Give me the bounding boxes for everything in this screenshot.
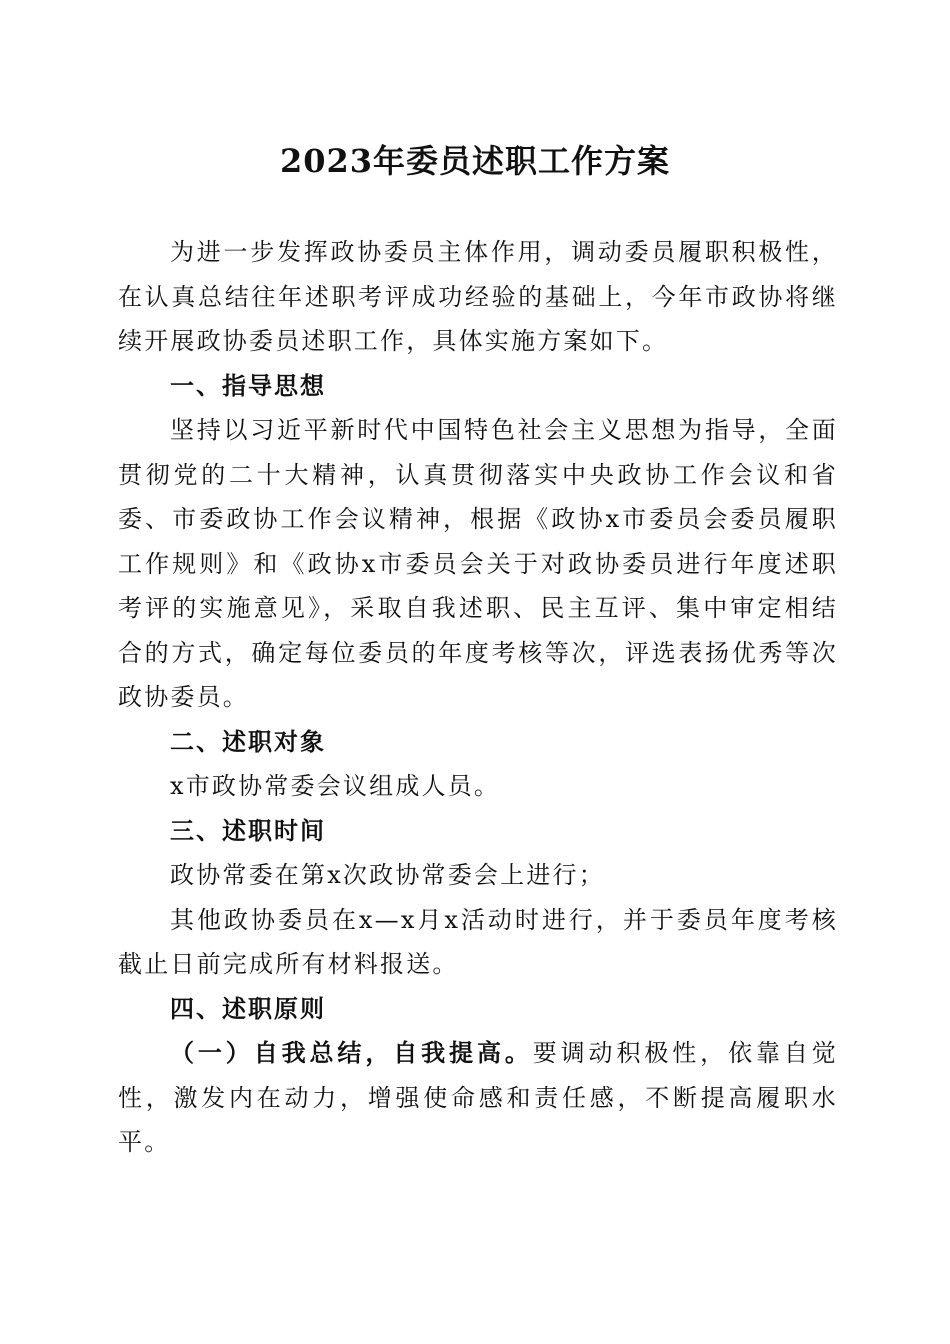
report-targets-paragraph: x市政协常委会议组成人员。 <box>170 772 501 800</box>
guiding-thought-paragraph: 坚持以习近平新时代中国特色社会主义思想为指导，全面贯彻党的二十大精神，认真贯彻落实中央政协工作会议和省委、市委政协工作会议精神，根据《政协x市委员会委员履职工作规则》和《政协x市委员会关于对政协委员进行年度述职考评的实施意见》，采取自我述职、民主互评、集中审定相结合的方式，确定每位委员的年度考核等次，评选表扬优秀等次政协委员。 <box>118 416 838 711</box>
intro-paragraph: 为进一步发挥政协委员主体作用，调动委员履职积极性，在认真总结往年述职考评成功经验的基础上，今年市政协将继续开展政协委员述职工作，具体实施方案如下。 <box>118 238 838 355</box>
principle-paragraph-1 <box>118 1031 838 1165</box>
section-heading-report-principles: 四、述职原则 <box>170 994 326 1023</box>
report-time-paragraph-1: 政协常委在第x次政协常委会上进行； <box>170 861 605 889</box>
report-time-paragraph-2: 其他政协委员在x—x月x活动时进行，并于委员年度考核截止日前完成所有材料报送。 <box>118 905 838 978</box>
principle-lead: （一）自我总结，自我提高。 <box>170 1039 533 1067</box>
section-heading-guiding-thought: 一、指导思想 <box>170 371 326 400</box>
section-heading-report-time: 三、述职时间 <box>170 816 326 845</box>
principle-text: 要调动积极性，依靠自觉性，激发内在动力，增强使命感和责任感，不断提高履职水平。 <box>118 1039 838 1156</box>
section-heading-report-targets: 二、述职对象 <box>170 727 326 756</box>
document-body <box>118 230 838 1165</box>
document-title: 2023年委员述职工作方案 <box>279 142 671 180</box>
